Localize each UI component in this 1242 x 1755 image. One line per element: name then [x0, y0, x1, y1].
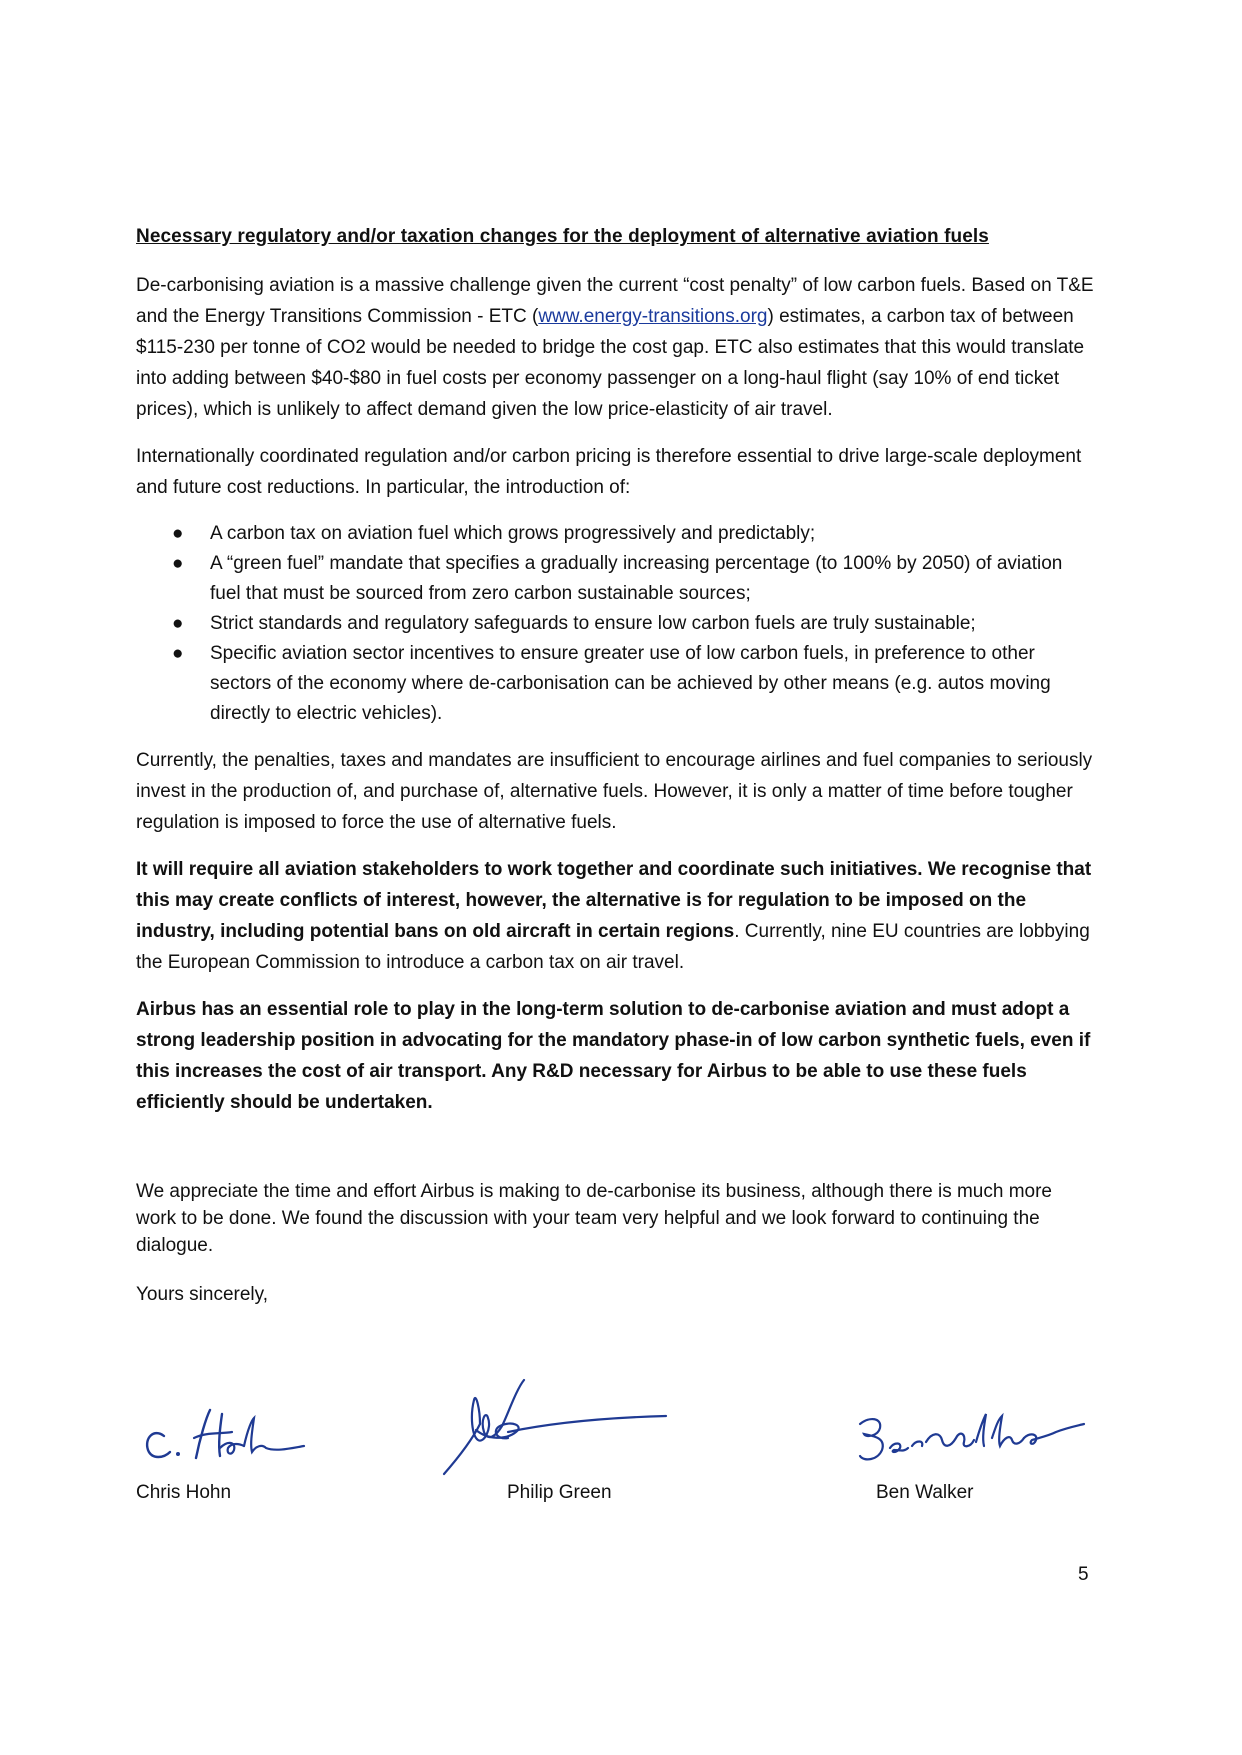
- bullet-icon: ●: [172, 523, 184, 544]
- list-item-text: Strict standards and regulatory safeguards to ensure low carbon fuels are truly sustainable;: [210, 613, 976, 634]
- list-item-text: Specific aviation sector incentives to ensure greater use of low carbon fuels, in preference to other sectors of the economy where de-carbonisation can be achieved by other means (e.g. autos moving directly to electric vehicles).: [210, 643, 1051, 724]
- paragraph-cost-penalty: [136, 270, 1096, 425]
- paragraph-bold-text: It will require all aviation stakeholders to work together and coordinate such initiatives. We recognise that this may create conflicts of interest, however, the alternative is for regulation to be imposed on the industry, including potential bans on old aircraft in certain regions: [136, 859, 1092, 942]
- closing-paragraph: We appreciate the time and effort Airbus is making to de-carbonise its business, although there is much more work to be done. We found the discussion with your team very helpful and we look forward to continuing the dialogue.: [136, 1181, 1052, 1256]
- signature-block: [136, 1370, 1096, 1520]
- list-item-text: A carbon tax on aviation fuel which grows progressively and predictably;: [210, 523, 816, 544]
- signature-ben-walker: [852, 1398, 1092, 1478]
- policy-list: [136, 519, 1096, 729]
- paragraph-airbus-role: Airbus has an essential role to play in the long-term solution to de-carbonise aviation and must adopt a strong leadership position in advocating for the mandatory phase-in of low carbon synthetic fuels, even if this increases the cost of air transport. Any R&D necessary for Airbus to be able to use these fuels efficiently should be undertaken.: [136, 999, 1091, 1113]
- etc-website-link[interactable]: www.energy-transitions.org: [538, 306, 768, 327]
- signatory-name: Chris Hohn: [136, 1482, 232, 1503]
- letter-body: [136, 226, 1096, 1308]
- paragraph-text: De-carbonising aviation is a massive challenge given the current “cost penalty” of low carbon fuels. Based on T&E and the Energy Transitions Commission - ETC (: [136, 275, 1094, 327]
- list-item-text: A “green fuel” mandate that specifies a gradually increasing percentage (to 100% by 2050) of aviation fuel that must be sourced from zero carbon sustainable sources;: [210, 553, 1063, 604]
- paragraph-stakeholders: [136, 854, 1096, 978]
- signoff: Yours sincerely,: [136, 1284, 269, 1305]
- list-item: [136, 519, 1096, 549]
- paragraph-text: . Currently, nine EU countries are lobbying the European Commission to introduce a carbon tax on air travel.: [136, 921, 1090, 973]
- bullet-icon: ●: [172, 643, 184, 664]
- list-item: [136, 549, 1096, 609]
- section-heading: Necessary regulatory and/or taxation changes for the deployment of alternative aviation fuels: [136, 226, 989, 247]
- list-item: [136, 639, 1096, 729]
- page-number: 5: [1078, 1564, 1089, 1585]
- paragraph-text: ) estimates, a carbon tax of between $115-230 per tonne of CO2 would be needed to bridge the cost gap. ETC also estimates that this would translate into adding between $40-$80 in fuel costs per economy passenger on a long-haul flight (say 10% of end ticket prices), which is unlikely to affect demand given the low price-elasticity of air travel.: [136, 306, 1085, 420]
- bullet-icon: ●: [172, 613, 184, 634]
- signature-chris-hohn: [136, 1388, 326, 1468]
- bullet-icon: ●: [172, 553, 184, 574]
- list-item: [136, 609, 1096, 639]
- signatory-name: Ben Walker: [876, 1482, 974, 1503]
- signature-philip-green: [436, 1370, 676, 1480]
- signatory-name: Philip Green: [507, 1482, 612, 1503]
- paragraph-coordinated-regulation: Internationally coordinated regulation and/or carbon pricing is therefore essential to drive large-scale deployment and future cost reductions. In particular, the introduction of:: [136, 446, 1082, 498]
- paragraph-penalties: Currently, the penalties, taxes and mandates are insufficient to encourage airlines and fuel companies to seriously invest in the production of, and purchase of, alternative fuels. However, it is only a matter of time before tougher regulation is imposed to force the use of alternative fuels.: [136, 750, 1093, 833]
